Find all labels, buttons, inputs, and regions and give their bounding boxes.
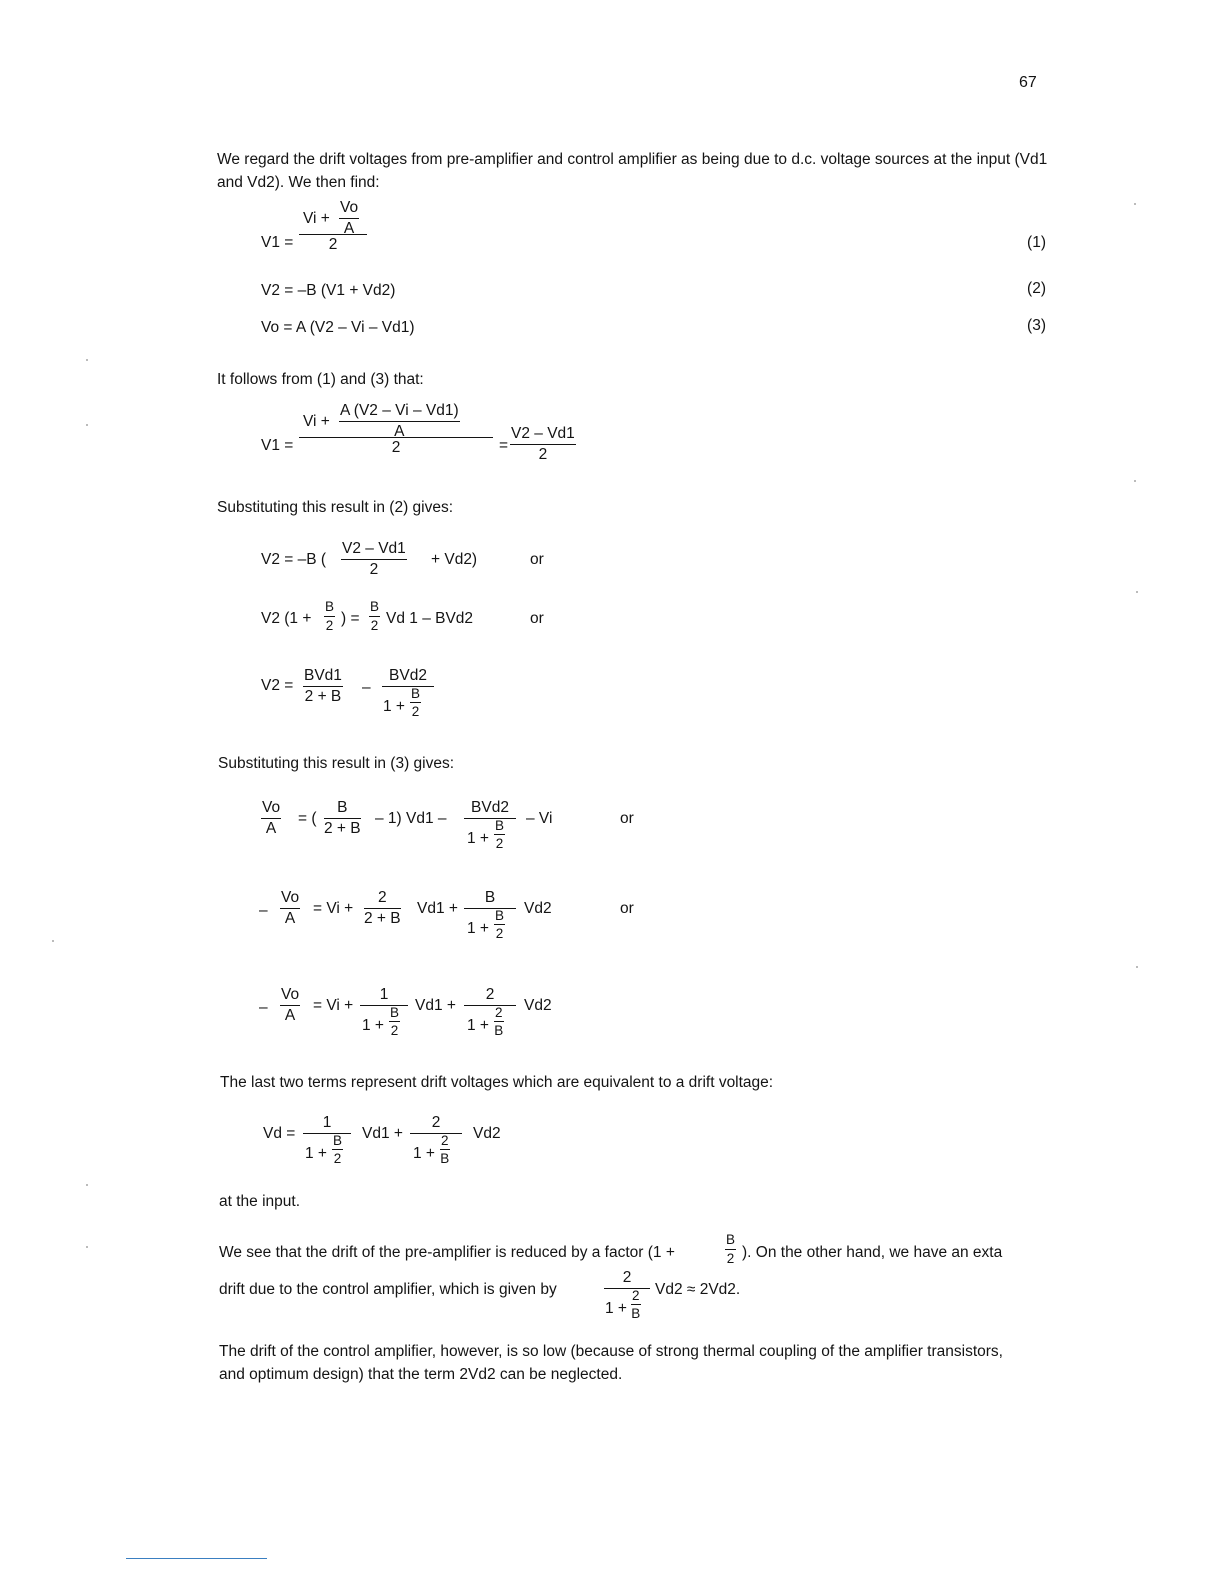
- eq9-or: or: [620, 900, 634, 917]
- eq11-g-den-num: 2: [441, 1132, 449, 1148]
- eq10-f-den-pre: 1 +: [362, 1016, 384, 1034]
- eq4-rhs-den: 2: [538, 445, 548, 463]
- eq4-fraction: [299, 403, 493, 456]
- eq11-f-den-fraction: [332, 1134, 343, 1166]
- eq1-den: 2: [328, 236, 338, 253]
- eq8-fraction-1: [324, 800, 361, 836]
- eq9-fraction-1: [364, 890, 401, 926]
- eq8-f-num: B: [337, 799, 348, 816]
- eq6-two2: 2: [370, 617, 379, 633]
- eq10-minus: –: [259, 999, 268, 1016]
- eq10-f-den-den: 2: [390, 1023, 399, 1038]
- extra-den-num: 2: [632, 1287, 640, 1303]
- extra-num: 2: [622, 1269, 632, 1286]
- eq7-den2-den: 2: [411, 704, 420, 719]
- eq9-g-den-fraction: [494, 909, 505, 941]
- eq6-two: 2: [325, 617, 334, 633]
- extra-fraction: [604, 1270, 650, 1329]
- eq8-lhs-fraction: [261, 800, 281, 836]
- eq3-text: Vo = A (V2 – Vi – Vd1): [261, 319, 415, 336]
- eq2-text: V2 = –B (V1 + Vd2): [261, 282, 396, 299]
- eq10-g-den-den: B: [494, 1023, 504, 1038]
- extra-pre: drift due to the control amplifier, which is given by: [219, 1281, 557, 1298]
- eq11-f-den-pre: 1 +: [305, 1144, 327, 1162]
- eq7-fraction-1: [303, 668, 343, 704]
- reduced-two: 2: [726, 1250, 735, 1266]
- eq9-tail: Vd2: [524, 900, 552, 917]
- scan-speck: [1134, 203, 1136, 205]
- eq9-g-num: B: [484, 889, 496, 906]
- eq11-fraction-1: [303, 1115, 351, 1174]
- eq7-den2-pre: 1 +: [383, 697, 405, 715]
- extra-den-fraction: [631, 1289, 641, 1321]
- extra-den-pre: 1 +: [605, 1299, 627, 1317]
- extra-den-den: B: [631, 1306, 641, 1321]
- eq1-inner-num: Vo: [340, 199, 359, 216]
- eq8-lhs-num: Vo: [262, 799, 281, 816]
- eq4-inner-pre: Vi +: [303, 413, 330, 430]
- eq11-g-den-den: B: [440, 1151, 450, 1166]
- eq5-den: 2: [369, 560, 379, 578]
- eq10-fraction-2: [464, 987, 516, 1046]
- eq8-tail: – Vi: [526, 810, 553, 827]
- eq9-eq: = Vi +: [313, 900, 354, 917]
- eq5-lhs: V2 = –B (: [261, 551, 327, 568]
- at-input-paragraph: at the input.: [219, 1193, 301, 1210]
- eq9-lhs-fraction: [280, 890, 300, 926]
- scan-speck: [86, 359, 88, 361]
- eq8-mid: – 1) Vd1 –: [375, 810, 447, 827]
- eq8-g-den-den: 2: [495, 836, 504, 851]
- eq4-rhs-num: V2 – Vd1: [511, 425, 575, 442]
- eq6-pre: V2 (1 +: [261, 610, 312, 627]
- eq11-g-den-pre: 1 +: [413, 1144, 435, 1162]
- eq10-lhs-fraction: [280, 987, 300, 1023]
- reduced-post: ). On the other hand, we have an exta: [742, 1244, 1003, 1261]
- eq10-tail: Vd2: [524, 997, 552, 1014]
- eq4-rhs-fraction: [510, 426, 576, 462]
- eq8-eq: = (: [298, 810, 317, 827]
- eq3-number: (3): [1027, 317, 1046, 334]
- eq11-f-den-num: B: [333, 1132, 343, 1148]
- eq4-inner-den: A: [394, 422, 405, 440]
- eq7-num1: BVd1: [304, 667, 342, 684]
- eq11-lhs: Vd =: [263, 1125, 296, 1142]
- scan-speck: [1134, 480, 1136, 482]
- eq9-minus: –: [259, 902, 268, 919]
- eq9-g-den-den: 2: [495, 926, 504, 941]
- eq6-b: B: [325, 599, 335, 614]
- eq8-fraction-2: [464, 800, 516, 859]
- eq9-g-den-num: B: [495, 907, 505, 923]
- eq10-g-den-num: 2: [495, 1004, 503, 1020]
- eq9-f-den: 2 + B: [364, 909, 401, 927]
- eq9-mid: Vd1 +: [417, 900, 458, 917]
- eq7-fraction-2: [382, 668, 434, 727]
- eq1-inner-pre: Vi +: [303, 210, 330, 227]
- eq8-g-den-num: B: [495, 817, 505, 833]
- eq6-b2: B: [370, 599, 380, 614]
- eq9-fraction-2: [464, 890, 516, 949]
- eq10-f-den-num: B: [390, 1004, 400, 1020]
- eq1-inner-fraction: [339, 200, 359, 236]
- follows-paragraph: It follows from (1) and (3) that:: [217, 371, 424, 388]
- eq11-mid: Vd1 +: [362, 1125, 403, 1142]
- eq4-inner-fraction: [339, 403, 460, 439]
- eq8-g-num: BVd2: [471, 799, 509, 816]
- eq11-g-den-fraction: [440, 1134, 450, 1166]
- footer-rule: [126, 1558, 267, 1559]
- eq10-g-den-fraction: [494, 1006, 504, 1038]
- eq8-or: or: [620, 810, 634, 827]
- eq10-fraction-1: [360, 987, 408, 1046]
- scan-speck: [1136, 966, 1138, 968]
- eq4-inner-num: A (V2 – Vi – Vd1): [340, 402, 459, 419]
- scan-speck: [52, 940, 54, 942]
- eq6-post: Vd 1 – BVd2: [386, 610, 474, 627]
- eq7-num2: BVd2: [389, 667, 427, 684]
- eq9-f-num: 2: [378, 889, 387, 906]
- eq5-or: or: [530, 551, 544, 568]
- eq8-g-den-fraction: [494, 819, 505, 851]
- reduced-b: B: [726, 1232, 736, 1247]
- eq7-minus: –: [362, 679, 371, 696]
- final-paragraph: The drift of the control amplifier, however, is so low (because of strong thermal coupling of the amplifier transistors, and optimum design) that the term 2Vd2 can be neglected.: [219, 1343, 1003, 1383]
- eq7-den1: 2 + B: [304, 687, 342, 705]
- eq11-f-num: 1: [322, 1114, 332, 1131]
- eq4-equals: =: [499, 437, 509, 454]
- eq4-lhs: V1 =: [261, 437, 294, 454]
- eq10-g-num: 2: [485, 986, 495, 1003]
- eq2-number: (2): [1027, 280, 1046, 297]
- eq5-num: V2 – Vd1: [342, 540, 406, 557]
- eq8-f-den: 2 + B: [324, 819, 361, 837]
- eq6-mid: ) =: [341, 610, 360, 627]
- eq10-f-num: 1: [379, 986, 389, 1003]
- eq10-f-den-fraction: [389, 1006, 400, 1038]
- eq10-mid: Vd1 +: [415, 997, 456, 1014]
- eq11-f-den-den: 2: [333, 1151, 342, 1166]
- eq10-g-den-pre: 1 +: [467, 1016, 489, 1034]
- eq1-number: (1): [1027, 234, 1046, 251]
- eq1-inner-den: A: [343, 219, 355, 237]
- eq5-fraction: [341, 541, 407, 577]
- eq6-fraction-2: [369, 600, 380, 632]
- eq9-lhs-num: Vo: [281, 889, 300, 906]
- eq7-den2-fraction: [410, 687, 421, 719]
- eq5-tail: + Vd2): [431, 551, 478, 568]
- reduced-pre: We see that the drift of the pre-amplifier is reduced by a factor (1 +: [219, 1244, 675, 1261]
- eq6-fraction-1: [324, 600, 335, 632]
- eq4-den: 2: [391, 439, 401, 456]
- eq11-g-num: 2: [431, 1114, 441, 1131]
- eq7-den2-num: B: [411, 685, 421, 701]
- extra-post: Vd2 ≈ 2Vd2.: [655, 1281, 741, 1298]
- eq6-or: or: [530, 610, 544, 627]
- eq10-eq: = Vi +: [313, 997, 354, 1014]
- eq1-fraction: [299, 200, 367, 253]
- reduced-fraction: [725, 1233, 736, 1265]
- eq11-fraction-2: [410, 1115, 462, 1174]
- page-number: 67: [1019, 74, 1037, 91]
- eq8-g-den-pre: 1 +: [467, 829, 489, 847]
- scan-speck: [1136, 591, 1138, 593]
- eq7-lhs: V2 =: [261, 677, 294, 694]
- eq1-lhs: V1 =: [261, 234, 294, 251]
- intro-paragraph: We regard the drift voltages from pre-amplifier and control amplifier as being due to d.c. voltage sources at the input (Vd1 and Vd2). We then find:: [217, 151, 1048, 191]
- eq11-tail: Vd2: [473, 1125, 501, 1142]
- eq10-lhs-den: A: [284, 1006, 296, 1024]
- eq9-g-den-pre: 1 +: [467, 919, 489, 937]
- scan-speck: [86, 424, 88, 426]
- scan-speck: [86, 1184, 88, 1186]
- substitute-3-paragraph: Substituting this result in (3) gives:: [218, 755, 455, 772]
- scan-speck: [86, 1246, 88, 1248]
- last-terms-paragraph: The last two terms represent drift voltages which are equivalent to a drift voltage:: [220, 1074, 774, 1091]
- eq9-lhs-den: A: [284, 909, 296, 927]
- eq8-lhs-den: A: [265, 819, 277, 837]
- substitute-2-paragraph: Substituting this result in (2) gives:: [217, 499, 454, 516]
- eq10-lhs-num: Vo: [281, 986, 300, 1003]
